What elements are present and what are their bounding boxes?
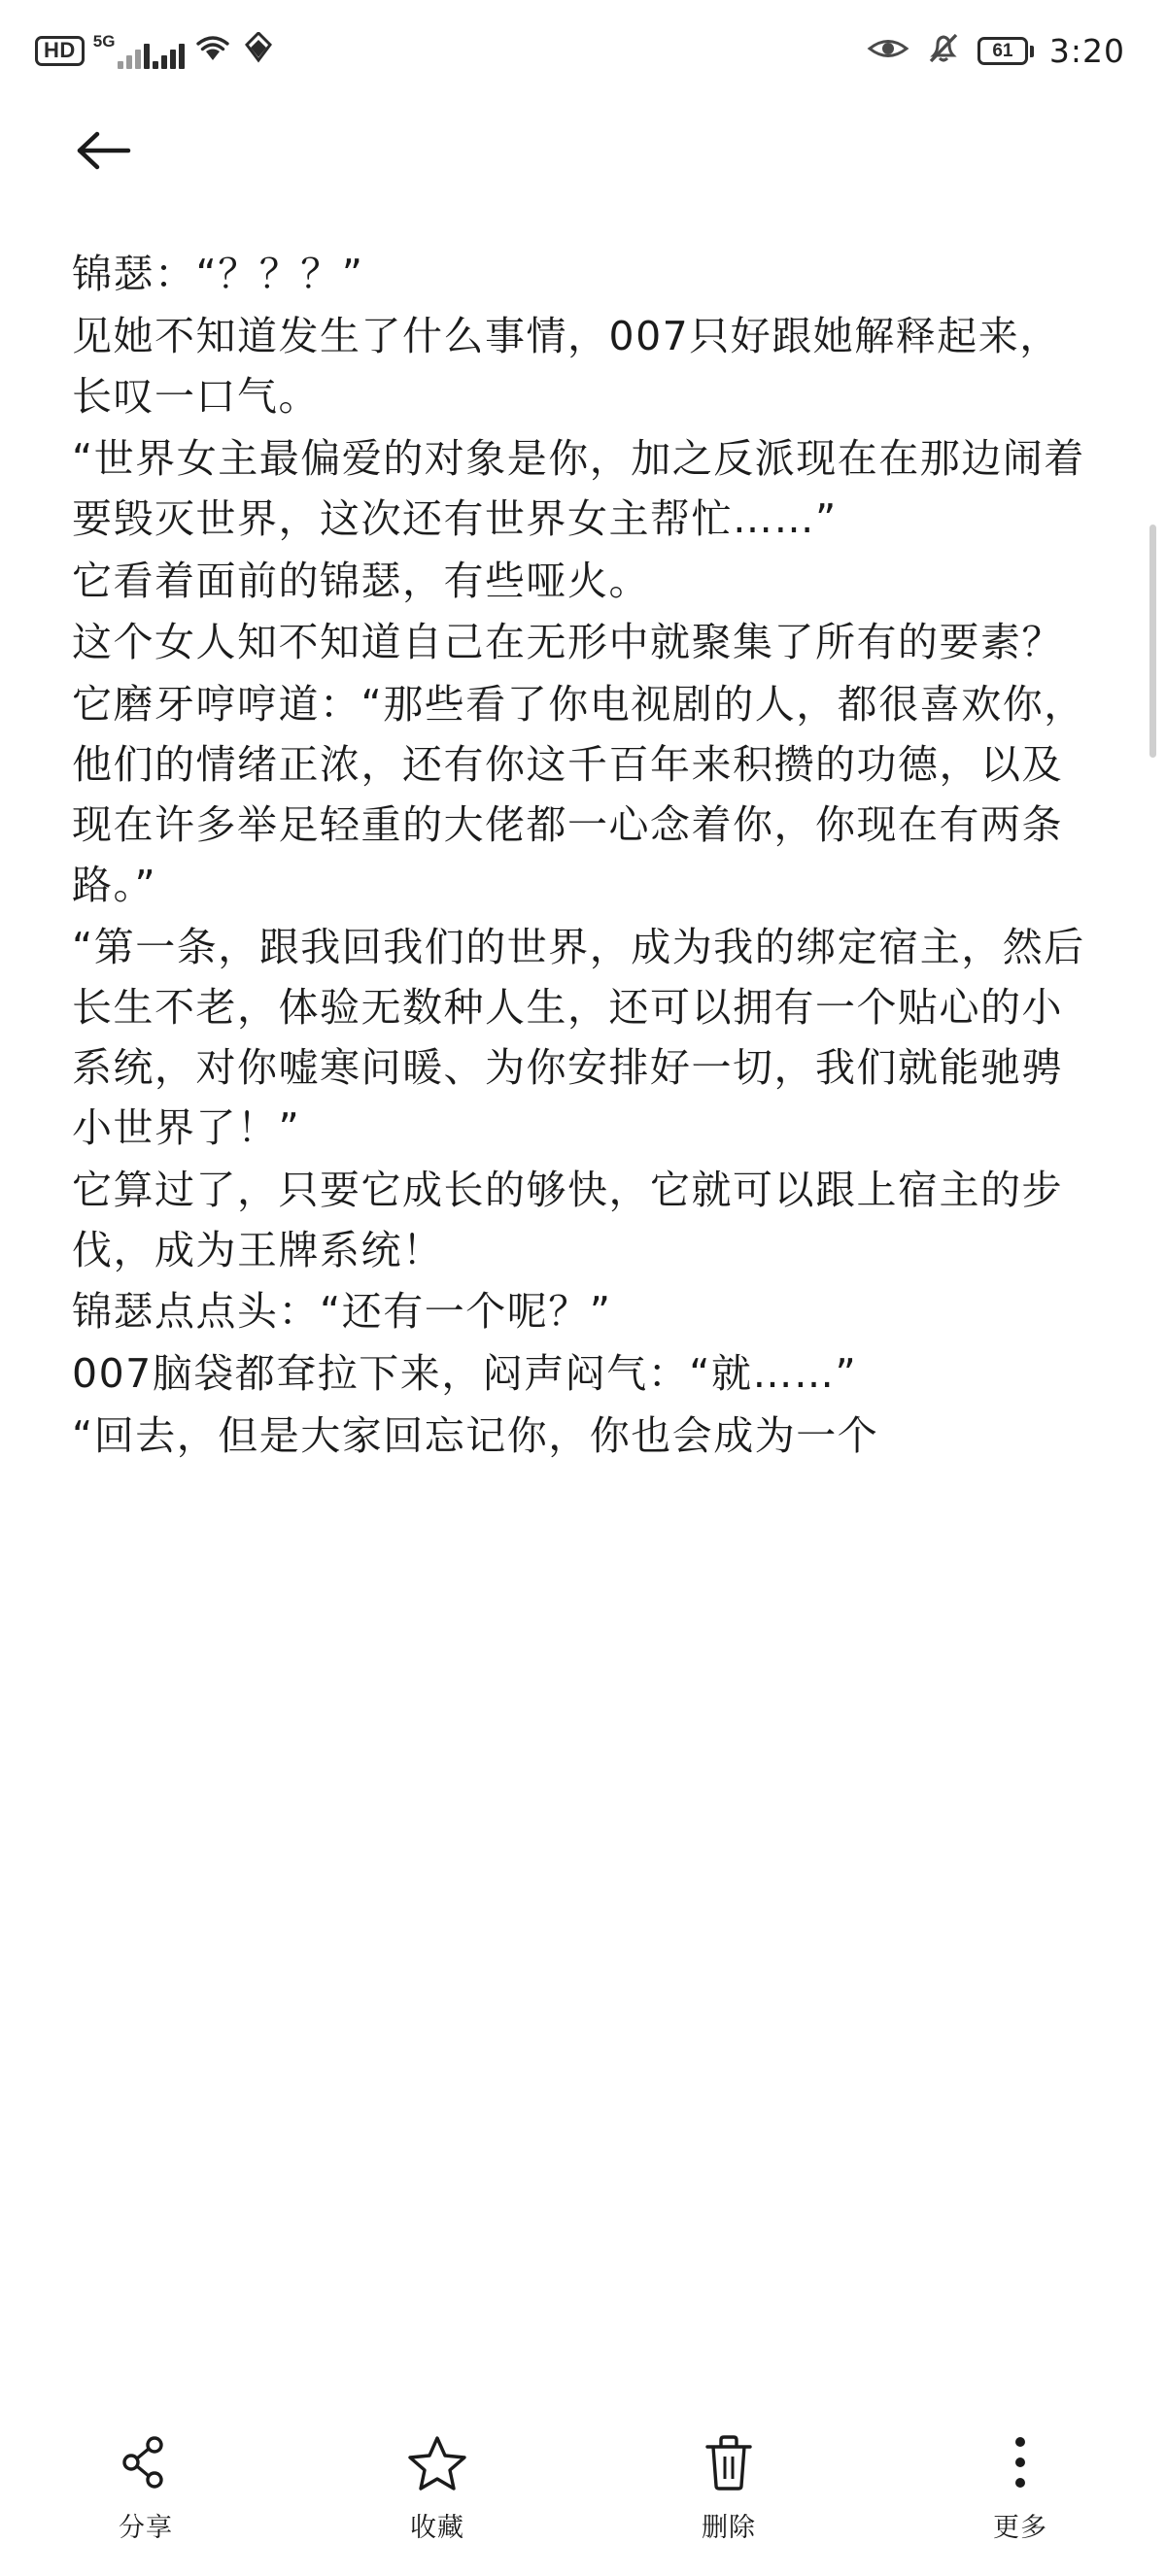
- eye-comfort-icon: [867, 34, 909, 68]
- status-bar: [0, 0, 1166, 102]
- bottom-toolbar: [0, 2411, 1166, 2576]
- vertical-scrollbar[interactable]: [1149, 525, 1156, 758]
- notification-muted-icon: [925, 30, 962, 72]
- paragraph: 它磨牙哼哼道：“那些看了你电视剧的人，都很喜欢你，他们的情绪正浓，还有你这千百年来积攒的功德，以及现在许多举足轻重的大佬都一心念着你，你现在有两条路。”: [72, 681, 1085, 909]
- delete-button[interactable]: [632, 2432, 826, 2544]
- delete-label: 删除: [702, 2513, 756, 2543]
- more-button[interactable]: [923, 2432, 1117, 2544]
- status-clock: 3:20: [1048, 32, 1125, 70]
- signal-strength-bars: [118, 40, 150, 69]
- signal-bars-icon: [93, 33, 186, 69]
- back-button[interactable]: [70, 119, 138, 187]
- paragraph: “第一条，跟我回我们的世界，成为我的绑定宿主，然后长生不老，体验无数种人生，还可以拥有一个贴心的小系统，对你嘘寒问暖、为你安排好一切，我们就能驰骋小世界了！”: [72, 923, 1085, 1151]
- share-label: 分享: [119, 2513, 173, 2543]
- signal-strength-bars-secondary: [153, 40, 185, 69]
- back-arrow-icon: [74, 128, 134, 178]
- wifi-icon: [193, 32, 232, 70]
- favorite-label: 收藏: [410, 2513, 464, 2543]
- share-button[interactable]: [49, 2432, 243, 2544]
- paragraph: 锦瑟：“？？？”: [72, 251, 364, 297]
- paragraph: 锦瑟点点头：“还有一个呢？”: [72, 1288, 612, 1336]
- battery-icon: [977, 37, 1034, 65]
- status-bar-left: [35, 32, 276, 70]
- share-icon: [118, 2432, 174, 2492]
- network-type-label: 5G: [92, 32, 116, 51]
- hd-badge: HD: [35, 36, 85, 66]
- more-vertical-icon: [1009, 2432, 1032, 2492]
- more-label: 更多: [993, 2513, 1047, 2543]
- paragraph: “回去，但是大家回忘记你，你也会成为一个: [72, 1412, 879, 1460]
- paragraph: 007脑袋都耷拉下来，闷声闷气：“就……”: [72, 1350, 858, 1398]
- battery-level: 61: [992, 41, 1013, 61]
- favorite-button[interactable]: [340, 2432, 534, 2544]
- reader-content[interactable]: [0, 204, 1166, 2331]
- paragraph: 它看着面前的锦瑟，有些哑火。: [72, 557, 650, 604]
- trash-icon: [703, 2432, 754, 2492]
- data-saver-icon: [241, 32, 276, 70]
- top-nav-bar: [0, 102, 1166, 204]
- paragraph: 它算过了，只要它成长的够快，它就可以跟上宿主的步伐，成为王牌系统！: [72, 1166, 1063, 1273]
- paragraph: 见她不知道发生了什么事情，007只好跟她解释起来，长叹一口气。: [72, 312, 1061, 420]
- paragraph: 这个女人知不知道自己在无形中就聚集了所有的要素？: [72, 619, 1063, 666]
- paragraph: “世界女主最偏爱的对象是你，加之反派现在在那边闹着要毁灭世界，这次还有世界女主帮忙……”: [72, 434, 1085, 542]
- status-bar-right: [867, 30, 1125, 72]
- star-icon: [408, 2432, 466, 2492]
